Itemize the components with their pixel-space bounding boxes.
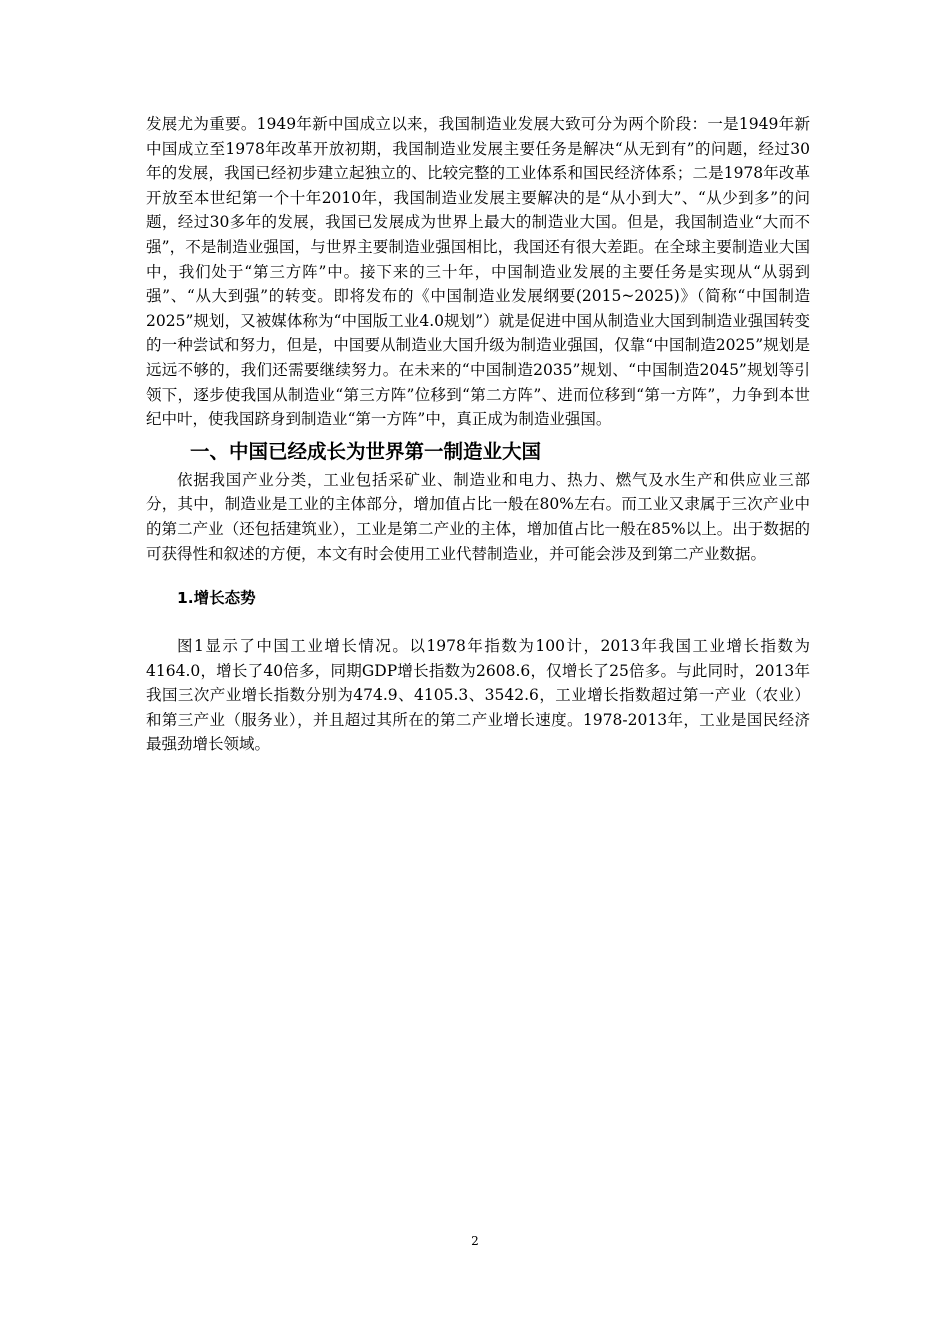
page-number: 2 [471, 1234, 479, 1248]
intro-paragraph: 发展尤为重要。1949年新中国成立以来，我国制造业发展大致可分为两个阶段：一是1949年新中国成立至1978年改革开放初期，我国制造业发展主要任务是解决“从无到有”的问题，经过30年的发展，我国已经初步建立起独立的、比较完整的工业体系和国民经济体系；二是1978年改革开放至本世纪第一个十年2010年，我国制造业发展主要解决的是“从小到大”、“从少到多”的问题，经过30多年的发展，我国已发展成为世界上最大的制造业大国。但是，我国制造业“大而不强”，不是制造业强国，与世界主要制造业强国相比，我国还有很大差距。在全球主要制造业大国中，我们处于“第三方阵”中。接下来的三十年，中国制造业发展的主要任务是实现从“从弱到强”、“从大到强”的转变。即将发布的《中国制造业发展纲要(2015~2025)》（简称“中国制造2025”规划，又被媒体称为“中国版工业4.0规划”）就是促进中国从制造业大国到制造业强国转变的一种尝试和努力，但是，中国要从制造业大国升级为制造业强国，仅靠“中国制造2025”规划是远远不够的，我们还需要继续努力。在未来的“中国制造2035”规划、“中国制造2045”规划等引领下，逐步使我国从制造业“第三方阵”位移到“第二方阵”、进而位移到“第一方阵”，力争到本世纪中叶，使我国跻身到制造业“第一方阵”中，真正成为制造业强国。 [146, 115, 810, 429]
section-heading: 一、中国已经成长为世界第一制造业大国 [190, 439, 542, 463]
section-paragraph: 依据我国产业分类，工业包括采矿业、制造业和电力、热力、燃气及水生产和供应业三部分，其中，制造业是工业的主体部分，增加值占比一般在80%左右。而工业又隶属于三次产业中的第二产业（还包括建筑业），工业是第二产业的主体，增加值占比一般在85%以上。出于数据的可获得性和叙述的方便，本文有时会使用工业代替制造业，并可能会涉及到第二产业数据。 [146, 470, 810, 563]
page-content [146, 112, 810, 757]
subsection-paragraph: 图1显示了中国工业增长情况。以1978年指数为100计，2013年我国工业增长指数为4164.0，增长了40倍多，同期GDP增长指数为2608.6，仅增长了25倍多。与此同时，2013年我国三次产业增长指数分别为474.9、4105.3、3542.6，工业增长指数超过第一产业（农业）和第三产业（服务业），并且超过其所在的第二产业增长速度。1978-2013年，工业是国民经济最强劲增长领域。 [146, 637, 810, 754]
subsection-heading: 1.增长态势 [177, 589, 256, 608]
